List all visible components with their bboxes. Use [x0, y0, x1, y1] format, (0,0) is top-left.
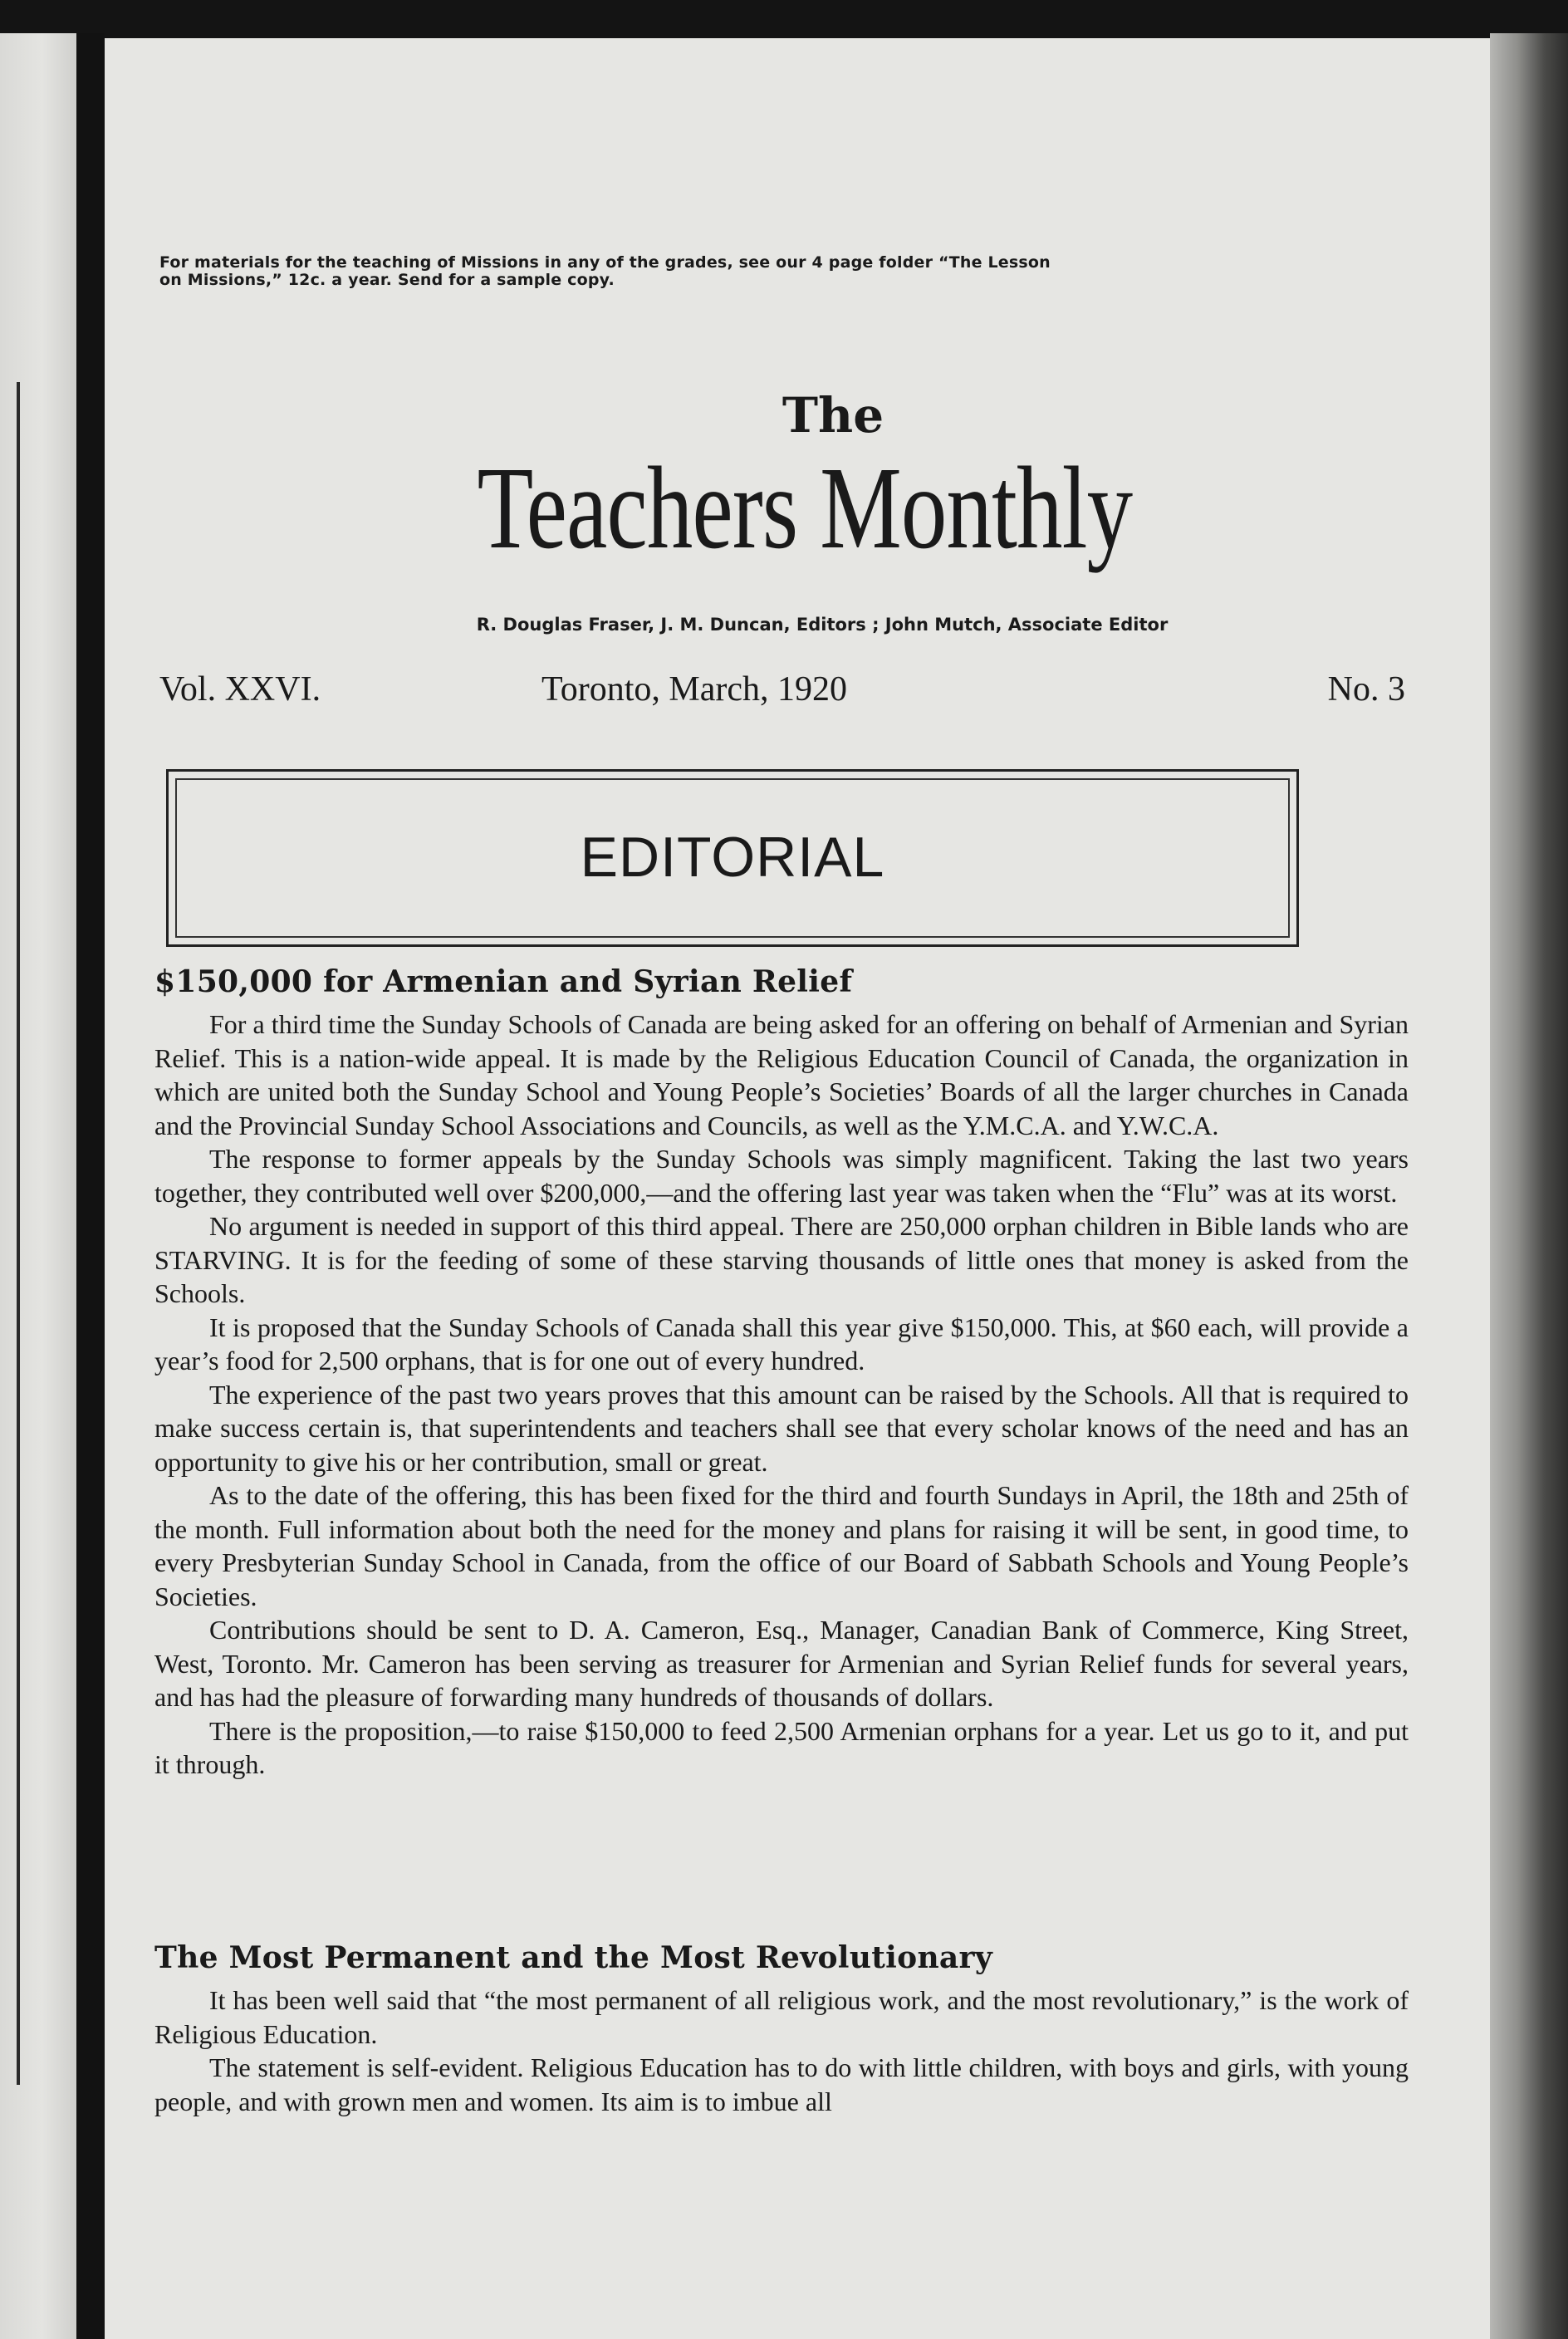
issue-number: No. 3	[1327, 670, 1405, 709]
masthead-title: Teachers Monthly	[477, 442, 1133, 573]
paragraph: Contributions should be sent to D. A. Cameron, Esq., Manager, Canadian Bank of Commerce, King Street, West, Toronto. Mr. Cameron has been serving as treasurer for Armenian and Syrian Relief funds for several years, and has had the pleasure of forwarding many hundreds of thousands of dollars.	[154, 1615, 1409, 1712]
adjacent-page-rule	[17, 382, 20, 2085]
paragraph: For a third time the Sunday Schools of Canada are being asked for an offering on behalf of Armenian and Syrian Relief. This is a nation-wide appeal. It is made by the Religious Education Council of Canada, the organization in which are united both the Sunday School and Young People’s Societies’ Boards of all the larger churches in Canada and the Provincial Sunday School Associations and Councils, as well as the Y.M.C.A. and Y.W.C.A.	[154, 1009, 1409, 1140]
paragraph: As to the date of the offering, this has been fixed for the third and fourth Sundays in April, the 18th and 25th of the month. Full information about both the need for the money and plans for raising it will be sent, in good time, to every Presbyterian Sunday School in Canada, from the office of our Board of Sabbath Schools and Young People’s Societies.	[154, 1480, 1409, 1611]
section-title: EDITORIAL	[580, 826, 885, 889]
issue-info-row	[159, 669, 1405, 719]
paragraph: There is the proposition,—to raise $150,000 to feed 2,500 Armenian orphans for a year. Let us go to it, and put it through.	[154, 1715, 1409, 1779]
paragraph: The experience of the past two years proves that this amount can be raised by the Schools. All that is required to make success certain is, that superintendents and teachers shall see that every scholar knows of the need and has an opportunity to give his or her contribution, small or great.	[154, 1379, 1409, 1477]
issue-date: Toronto, March, 1920	[541, 670, 847, 709]
paragraph: The response to former appeals by the Sunday Schools was simply magnificent. Taking the last two years together, they contributed well over $200,000,—and the offering last year was taken when the “Flu” was at its worst.	[154, 1144, 1409, 1208]
editorial-banner	[166, 769, 1299, 947]
article-armenian-relief	[154, 964, 1409, 1782]
masthead-the: The	[782, 387, 884, 444]
notice-line-2: on Missions,” 12c. a year. Send for a sample copy.	[159, 271, 615, 289]
paragraph: The statement is self-evident. Religious Education has to do with little children, with boys and girls, with young people, and with grown men and women. Its aim is to imbue all	[154, 2052, 1409, 2116]
page-content	[105, 38, 1490, 2339]
page-edge-shadow	[1490, 33, 1568, 2339]
editors-line: R. Douglas Fraser, J. M. Duncan, Editors ; John Mutch, Associate Editor	[476, 615, 1169, 635]
paragraph: It has been well said that “the most permanent of all religious work, and the most revolutionary,” is the work of Religious Education.	[154, 1985, 1409, 2049]
paragraph: It is proposed that the Sunday Schools of Canada shall this year give $150,000. This, at $60 each, will provide a year’s food for 2,500 orphans, that is for one out of every hundred.	[154, 1312, 1409, 1375]
document-page	[105, 38, 1490, 2339]
adjacent-page-strip	[0, 33, 76, 2339]
notice-line-1: For materials for the teaching of Missions in any of the grades, see our 4 page folder “The Lesson	[159, 253, 1051, 272]
article-religious-education	[154, 1940, 1409, 2118]
paragraph: No argument is needed in support of this third appeal. There are 250,000 orphan children in Bible lands who are STARVING. It is for the feeding of some of these starving thousands of little ones that money is asked from the Schools.	[154, 1211, 1409, 1308]
binding-gutter	[76, 33, 105, 2339]
article-heading: The Most Permanent and the Most Revolutionary	[154, 1940, 993, 1975]
scan-border-top	[0, 0, 1568, 40]
missions-notice	[159, 254, 1405, 289]
article-heading: $150,000 for Armenian and Syrian Relief	[154, 964, 853, 999]
volume-number: Vol. XXVI.	[159, 670, 321, 709]
